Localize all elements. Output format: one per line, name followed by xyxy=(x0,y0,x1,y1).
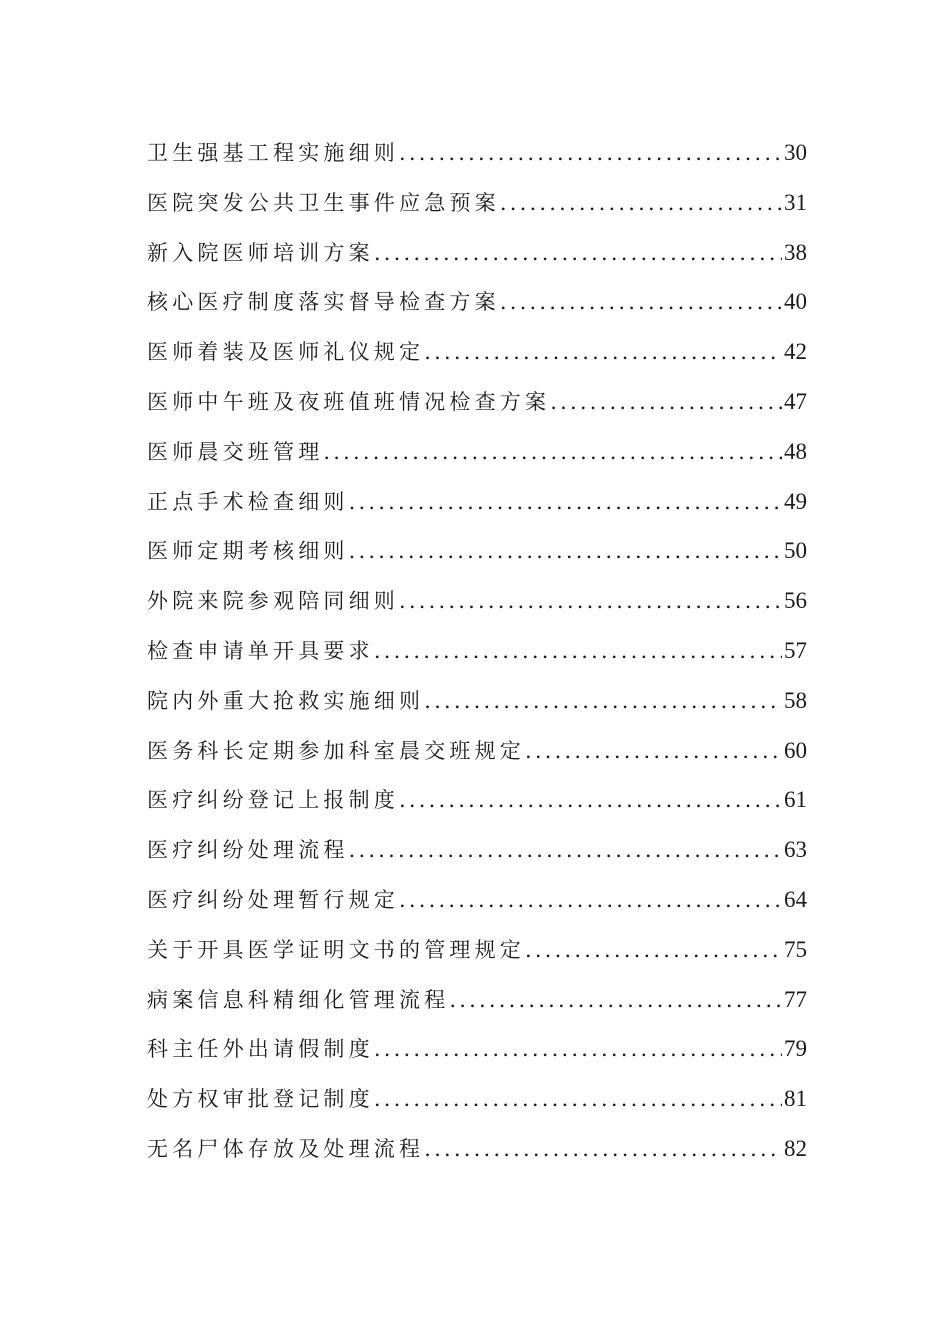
toc-entry-page-number: 79 xyxy=(784,1036,807,1062)
toc-dot-leader xyxy=(399,577,782,626)
toc-entry-title: 新入院医师培训方案 xyxy=(147,240,374,265)
toc-entry-page-number: 81 xyxy=(784,1086,807,1112)
toc-entry-title: 医疗纠纷处理暂行规定 xyxy=(147,887,399,912)
toc-entry-title: 医师中午班及夜班值班情况检查方案 xyxy=(147,389,551,414)
toc-dot-leader xyxy=(349,478,782,527)
toc-entry[interactable] xyxy=(147,128,807,178)
toc-dot-leader xyxy=(525,926,782,975)
toc-entry[interactable] xyxy=(147,925,807,975)
toc-entry-page-number: 61 xyxy=(784,787,807,813)
toc-dot-leader xyxy=(449,976,782,1025)
toc-entry-title: 无名尸体存放及处理流程 xyxy=(147,1136,425,1161)
toc-entry-page-number: 48 xyxy=(784,438,807,464)
toc-entry-page-number: 47 xyxy=(784,388,807,414)
toc-dot-leader xyxy=(550,378,782,427)
toc-entry-title: 医师晨交班管理 xyxy=(147,439,324,464)
toc-entry-title: 关于开具医学证明文书的管理规定 xyxy=(147,937,525,962)
toc-dot-leader xyxy=(424,677,782,726)
toc-dot-leader xyxy=(424,328,782,377)
toc-dot-leader xyxy=(399,776,782,825)
toc-dot-leader xyxy=(374,627,782,676)
toc-entry-title: 科主任外出请假制度 xyxy=(147,1037,374,1062)
toc-entry[interactable] xyxy=(147,526,807,576)
toc-entry-title: 病案信息科精细化管理流程 xyxy=(147,987,450,1012)
toc-entry-page-number: 82 xyxy=(784,1135,807,1161)
toc-entry[interactable] xyxy=(147,178,807,228)
toc-dot-leader xyxy=(349,527,782,576)
toc-dot-leader xyxy=(525,727,782,776)
toc-entry[interactable] xyxy=(147,477,807,527)
toc-entry[interactable] xyxy=(147,626,807,676)
toc-entry-title: 医务科长定期参加科室晨交班规定 xyxy=(147,738,525,763)
toc-entry-title: 卫生强基工程实施细则 xyxy=(147,141,399,165)
toc-entry[interactable] xyxy=(147,377,807,427)
toc-entry-page-number: 31 xyxy=(784,189,807,215)
toc-entry-page-number: 58 xyxy=(784,687,807,713)
toc-entry-title: 医师定期考核细则 xyxy=(147,539,349,564)
toc-entry-page-number: 42 xyxy=(784,339,807,365)
toc-entry-page-number: 75 xyxy=(784,936,807,962)
toc-entry-title: 医院突发公共卫生事件应急预案 xyxy=(147,190,500,215)
toc-entry-page-number: 77 xyxy=(784,986,807,1012)
toc-entry[interactable] xyxy=(147,427,807,477)
toc-dot-leader xyxy=(349,826,782,875)
toc-entry-page-number: 60 xyxy=(784,737,807,763)
toc-entry[interactable] xyxy=(147,228,807,278)
toc-entry[interactable] xyxy=(147,875,807,925)
toc-dot-leader xyxy=(374,1025,782,1074)
toc-entry-title: 检查申请单开具要求 xyxy=(147,638,374,663)
toc-entry-title: 医疗纠纷登记上报制度 xyxy=(147,788,399,813)
toc-entry-page-number: 57 xyxy=(784,637,807,663)
toc-entry[interactable] xyxy=(147,1124,807,1174)
toc-entry[interactable] xyxy=(147,327,807,377)
toc-entry[interactable] xyxy=(147,576,807,626)
toc-entry-page-number: 49 xyxy=(784,488,807,514)
toc-entry[interactable] xyxy=(147,975,807,1025)
toc-entry-page-number: 40 xyxy=(784,289,807,315)
toc-entry[interactable] xyxy=(147,1024,807,1074)
toc-entry[interactable] xyxy=(147,277,807,327)
toc-dot-leader xyxy=(500,179,782,228)
toc-dot-leader xyxy=(399,876,782,925)
toc-entry-title: 院内外重大抢救实施细则 xyxy=(147,688,425,713)
toc-dot-leader xyxy=(399,129,782,178)
toc-entry-title: 核心医疗制度落实督导检查方案 xyxy=(147,290,500,315)
toc-dot-leader xyxy=(323,428,782,477)
toc-entry-page-number: 30 xyxy=(784,140,807,165)
toc-entry-page-number: 63 xyxy=(784,837,807,863)
table-of-contents xyxy=(147,128,807,1174)
toc-entry-title: 医疗纠纷处理流程 xyxy=(147,838,349,863)
toc-entry-page-number: 56 xyxy=(784,588,807,614)
toc-entry[interactable] xyxy=(147,775,807,825)
toc-dot-leader xyxy=(424,1125,782,1174)
toc-entry-title: 正点手术检查细则 xyxy=(147,489,349,514)
toc-entry-page-number: 38 xyxy=(784,239,807,265)
toc-entry-page-number: 64 xyxy=(784,886,807,912)
toc-entry-page-number: 50 xyxy=(784,538,807,564)
toc-entry[interactable] xyxy=(147,825,807,875)
toc-entry[interactable] xyxy=(147,726,807,776)
toc-entry[interactable] xyxy=(147,1074,807,1124)
toc-entry-title: 处方权审批登记制度 xyxy=(147,1087,374,1112)
toc-dot-leader xyxy=(374,1075,782,1124)
toc-entry-title: 医师着装及医师礼仪规定 xyxy=(147,340,425,365)
toc-entry[interactable] xyxy=(147,676,807,726)
toc-dot-leader xyxy=(500,278,782,327)
toc-dot-leader xyxy=(374,229,782,278)
toc-entry-title: 外院来院参观陪同细则 xyxy=(147,589,399,614)
